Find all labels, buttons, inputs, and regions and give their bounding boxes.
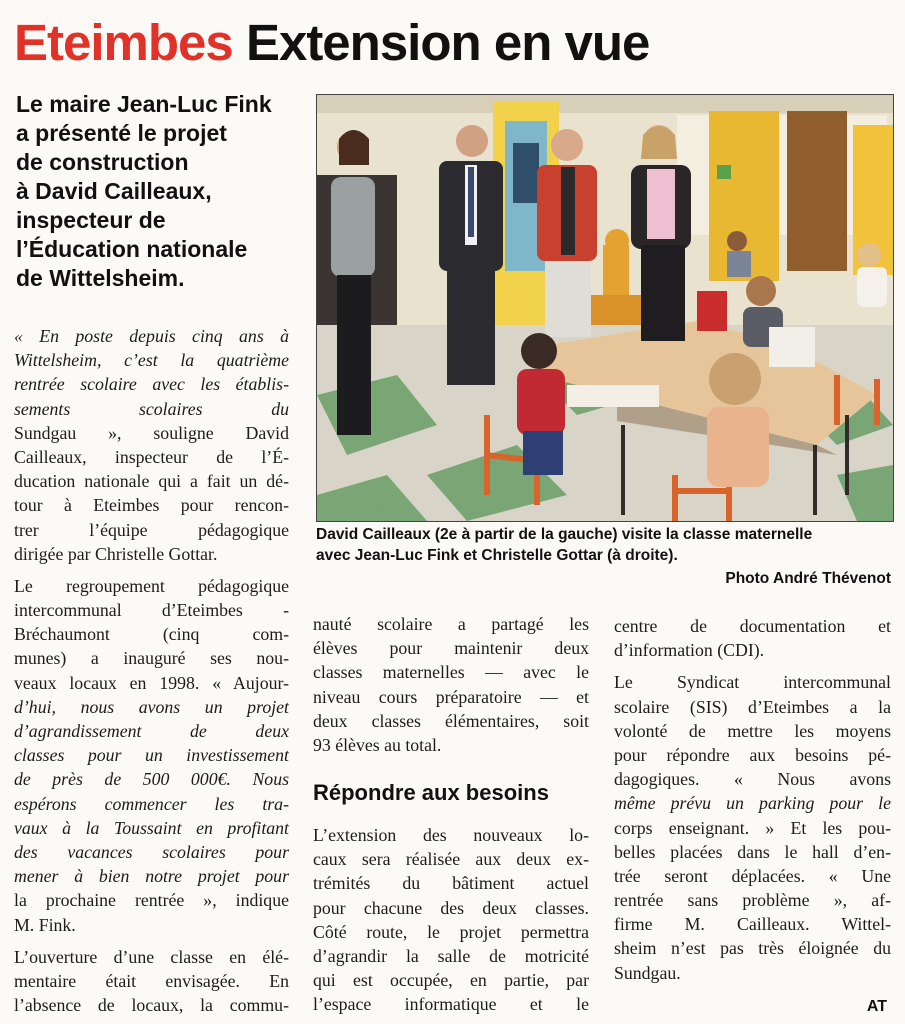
text-line: dirigée par Christelle Gottar. <box>14 543 218 564</box>
text-line: munes) a inauguré ses nou- <box>14 648 289 669</box>
text-line: belles placées dans le hall d’en- <box>614 841 891 862</box>
section-subheading: Répondre aux besoins <box>313 780 549 805</box>
text-line: classes maternelles — avec le <box>313 662 589 683</box>
article-column-1 <box>14 324 289 1017</box>
text-line: « En poste depuis cinq ans à <box>14 326 289 346</box>
text-line: L’extension des nouveaux lo- <box>313 825 589 845</box>
paragraph <box>14 945 289 1018</box>
deck-line: Le maire Jean-Luc Fink <box>16 91 272 117</box>
text-line: classes pour un investissement <box>14 745 289 766</box>
text-line: Cailleaux, inspecteur de l’É- <box>14 446 289 467</box>
deck-line: de Wittelsheim. <box>16 265 185 291</box>
deck-line: a présenté le projet <box>16 120 227 146</box>
text-line: Wittelsheim, c’est la quatrième <box>14 350 289 371</box>
text-line: la prochaine rentrée », indique <box>14 890 289 911</box>
text-line: tour à Eteimbes pour rencon- <box>14 495 289 516</box>
text-line: trer l’équipe pédagogique <box>14 519 289 540</box>
classroom-photo-illustration <box>317 95 893 521</box>
text-line: élèves pour maintenir deux <box>313 638 589 659</box>
text-line: Bréchaumont (cinq com- <box>14 624 289 645</box>
author-initials: AT <box>866 998 887 1015</box>
deck-line: l’Éducation nationale <box>16 236 248 262</box>
paragraph <box>313 823 589 1017</box>
text-line: intercommunal d’Eteimbes - <box>14 600 289 621</box>
text-line: vaux à la Toussaint en profitant <box>14 817 289 838</box>
text-line: centre de documentation et <box>614 616 891 636</box>
text-line: même prévu un parking pour le <box>614 793 891 814</box>
text-line: dagogiques. « Nous avons <box>614 769 891 790</box>
text-line: L’ouverture d’une classe en élé- <box>14 946 289 967</box>
text-line: d’agrandir la salle de motricité <box>313 945 589 966</box>
caption-line: avec Jean-Luc Fink et Christelle Gottar (à droite). <box>316 547 678 564</box>
deck-line: à David Cailleaux, <box>16 178 212 204</box>
article-column-2 <box>313 612 589 757</box>
paragraph <box>14 324 289 566</box>
photo-credit: Photo André Thévenot <box>725 570 891 587</box>
article-deck <box>16 90 306 293</box>
text-line: veaux locaux en 1998. « Aujour- <box>14 672 289 693</box>
deck-line: de construction <box>16 149 189 175</box>
text-line: volonté de mettre les moyens <box>614 720 891 741</box>
text-line: d’agrandissement de deux <box>14 721 289 741</box>
paragraph <box>614 614 891 662</box>
headline-place: Eteimbes <box>14 14 233 71</box>
caption-line: David Cailleaux (2e à partir de la gauche) visite la classe maternelle <box>316 526 813 543</box>
text-line: de près de 500 000€. Nous <box>14 769 289 790</box>
text-line: qui est occupée, en partie, par <box>313 970 589 991</box>
text-line: trémités du bâtiment actuel <box>313 873 589 894</box>
text-line: l’espace informatique et le <box>313 994 589 1015</box>
text-line: des vacances scolaires pour <box>14 841 289 862</box>
text-line: pour chacune des deux classes. <box>313 897 589 918</box>
text-line: rentrée scolaire avec les établis- <box>14 374 289 395</box>
text-line: niveau cours préparatoire — et <box>313 686 589 707</box>
text-line: l’absence de locaux, la commu- <box>14 995 289 1016</box>
text-line: ducation nationale qui a fait un dé- <box>14 471 289 492</box>
text-line: d’hui, nous avons un projet <box>14 696 289 717</box>
paragraph <box>313 612 589 757</box>
text-line: firme M. Cailleaux. Wittel- <box>614 914 891 935</box>
headline <box>14 10 649 76</box>
text-line: Sundgau », souligne David <box>14 422 289 443</box>
text-line: mener à bien notre projet pour <box>14 866 289 887</box>
headline-title: Extension en vue <box>245 14 650 71</box>
article-column-3 <box>614 614 891 985</box>
classroom-photo <box>316 94 894 522</box>
text-line: pour répondre aux besoins pé- <box>614 744 891 765</box>
text-line: mentaire était envisagée. En <box>14 970 289 991</box>
text-line: Côté route, le projet permettra <box>313 921 589 942</box>
text-line: nauté scolaire a partagé les <box>313 614 589 634</box>
text-line: 93 élèves au total. <box>313 734 442 755</box>
text-line: caux sera réalisée aux deux ex- <box>313 849 589 870</box>
text-line: trée seront déplacées. « Une <box>614 865 891 886</box>
text-line: Le regroupement pédagogique <box>14 575 289 596</box>
text-line: Sundgau. <box>614 962 681 983</box>
text-line: Le Syndicat intercommunal <box>614 672 891 693</box>
text-line: sements scolaires du <box>14 398 289 419</box>
paragraph <box>14 574 289 937</box>
photo-caption <box>316 524 894 566</box>
article-column-2-continued <box>313 823 589 1017</box>
text-line: espérons commencer les tra- <box>14 793 289 814</box>
text-line: rentrée sans problème », af- <box>614 890 891 911</box>
text-line: corps enseignant. » Et les pou- <box>614 817 891 838</box>
deck-line: inspecteur de <box>16 207 166 233</box>
text-line: scolaire (SIS) d’Eteimbes a la <box>614 696 891 717</box>
text-line: d’information (CDI). <box>614 640 765 661</box>
text-line: sheim n’est pas très éloignée du <box>614 938 891 959</box>
paragraph <box>614 670 891 984</box>
text-line: M. Fink. <box>14 914 76 935</box>
text-line: deux classes élémentaires, soit <box>313 710 589 731</box>
